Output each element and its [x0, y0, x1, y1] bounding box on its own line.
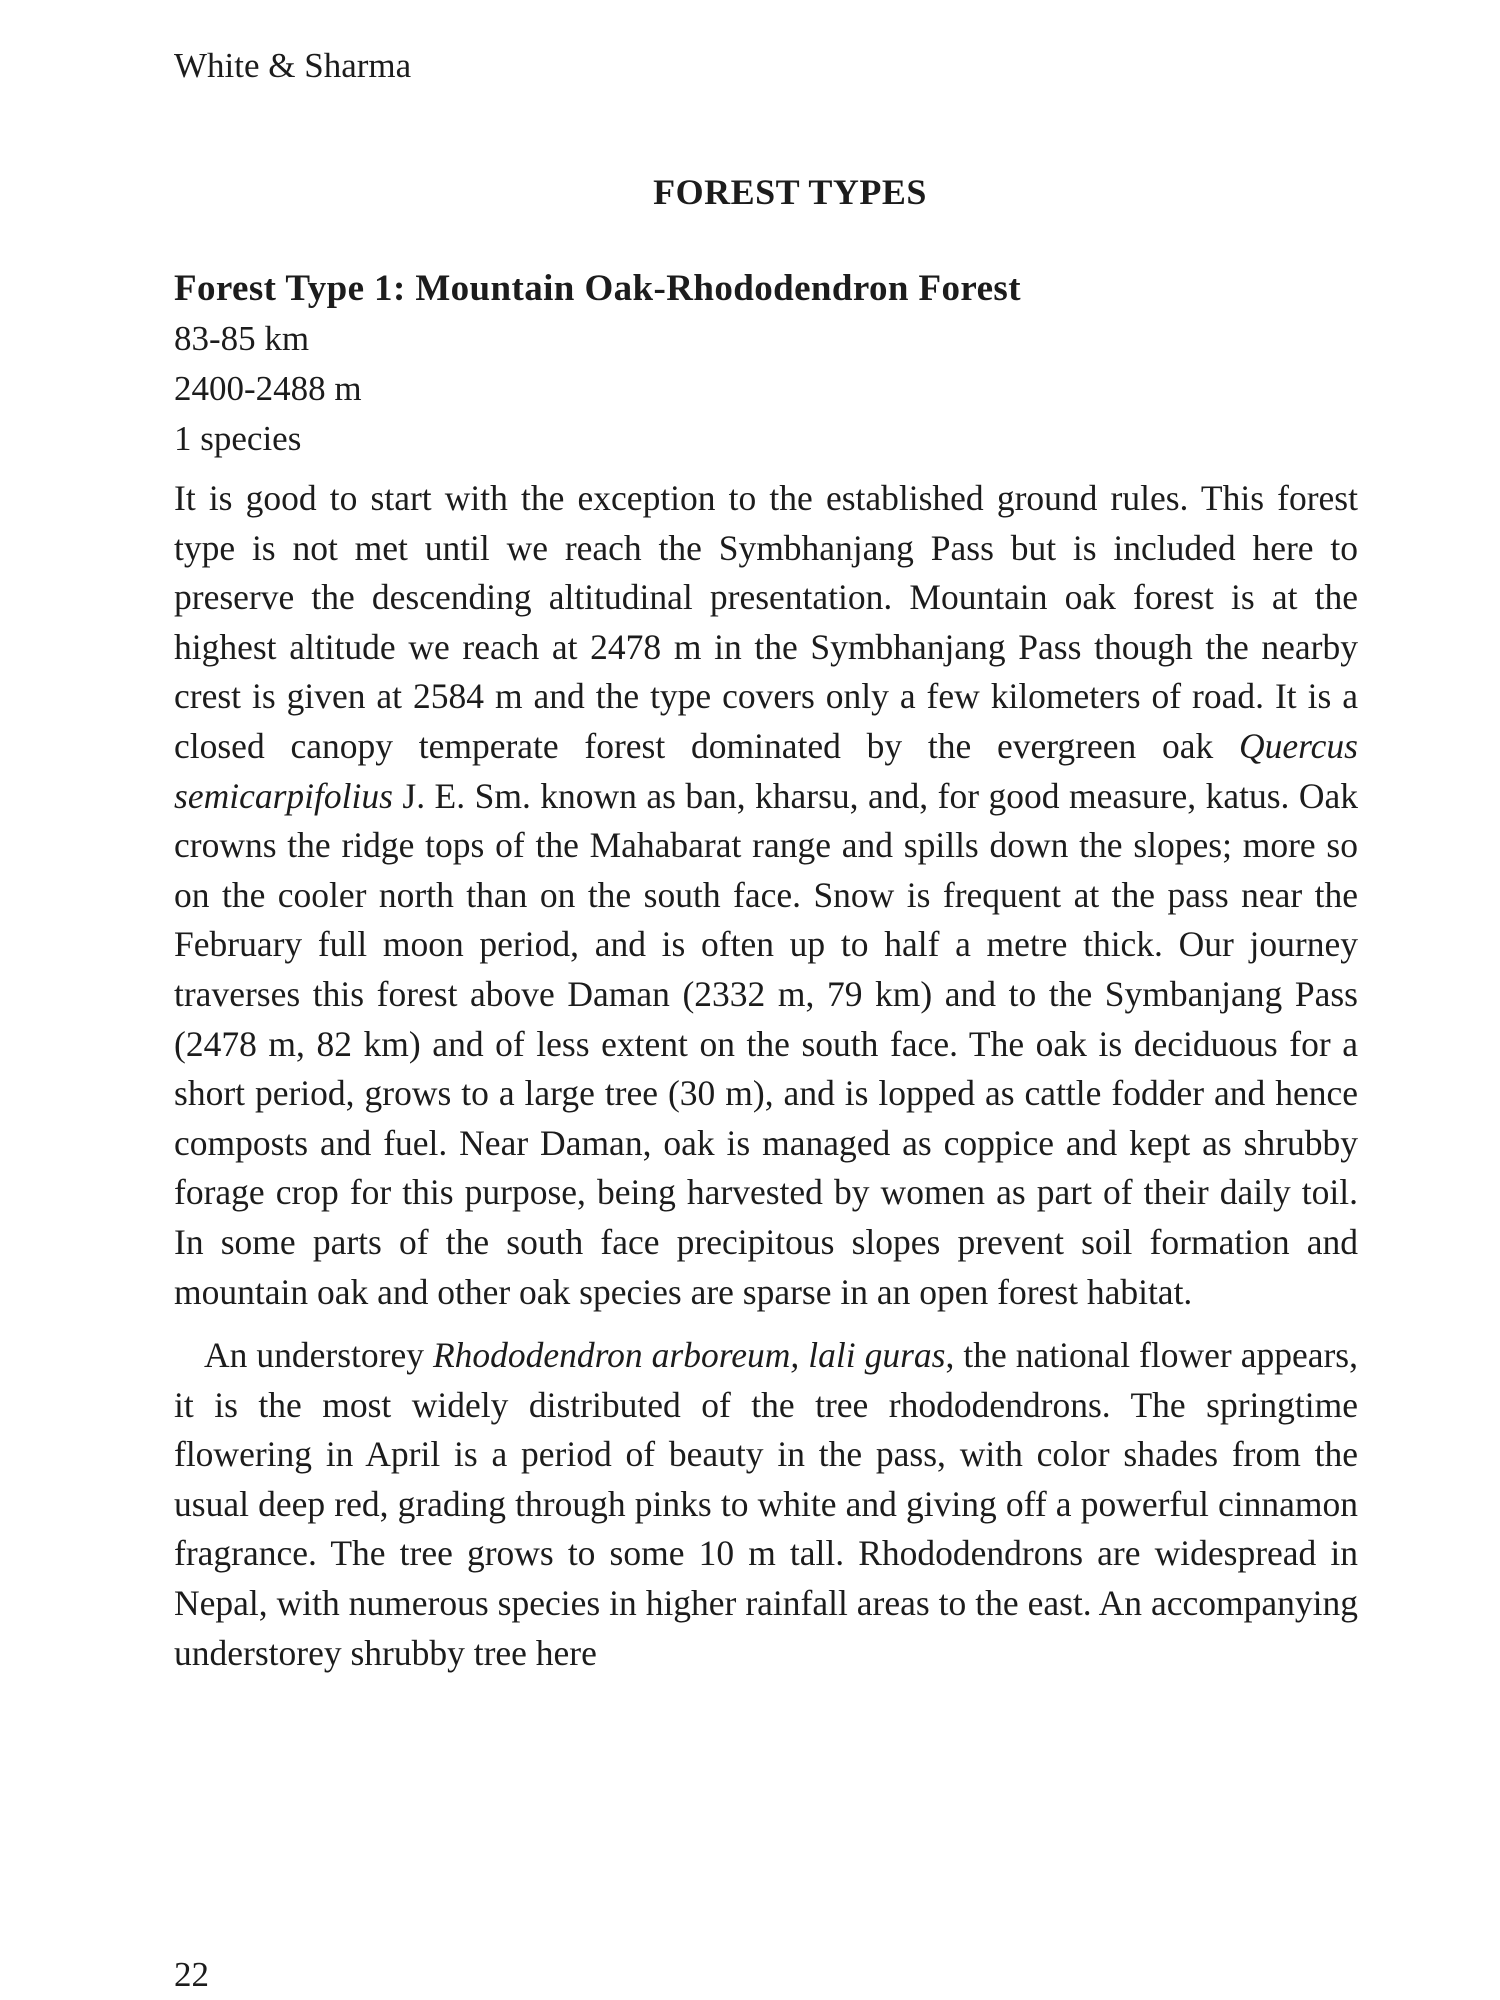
- species-name-quercus: Quercus semicarpifolius: [174, 725, 1358, 816]
- page-number: 22: [174, 1955, 209, 1994]
- altitude-range: 2400-2488 m: [174, 369, 362, 408]
- species-count: 1 species: [174, 419, 302, 458]
- section-title: FOREST TYPES: [653, 172, 927, 212]
- paragraph-2-text-a: An understorey: [204, 1335, 433, 1376]
- paragraph-rhododendron: [174, 1331, 1358, 1678]
- distance-range: 83-85 km: [174, 319, 310, 358]
- paragraph-2-text-b: , the national flower appears, it is the most widely distributed of the tree rhododendrons. The springtime flowering in April is a period of beauty in the pass, with color shades from the usual deep red, grading through pinks to white and giving off a powerful cinnamon fragrance. The tree grows to some 10 m tall. Rhododendrons are widespread in Nepal, with numerous species in higher rainfall areas to the east. An accompanying understorey shrubby tree here: [174, 1335, 1358, 1673]
- main-content: [174, 264, 1358, 1678]
- paragraph-oak-forest: [174, 474, 1358, 1317]
- paragraph-1-text-a: It is good to start with the exception to the established ground rules. This forest type is not met until we reach the Symbhanjang Pass but is included here to preserve the descending altitudinal presentation. Mountain oak forest is at the highest altitude we reach at 2478 m in the Symbhanjang Pass though the nearby crest is given at 2584 m and the type covers only a few kilometers of road. It is a closed canopy temperate forest dominated by the evergreen oak: [174, 478, 1358, 766]
- running-head: White & Sharma: [174, 46, 412, 85]
- species-name-rhododendron: Rhododendron arboreum, lali guras: [432, 1335, 946, 1376]
- forest-type-heading: Forest Type 1: Mountain Oak-Rhododendron Forest: [174, 268, 1021, 309]
- paragraph-1-text-b: J. E. Sm. known as ban, kharsu, and, for good measure, katus. Oak crowns the ridge tops of the Mahabarat range and spills down the slopes; more so on the cooler north than on the south face. Snow is frequent at the pass near the February full moon period, and is often up to half a metre thick. Our journey traverses this forest above Daman (2332 m, 79 km) and to the Symbanjang Pass (2478 m, 82 km) and of less extent on the south face. The oak is deciduous for a short period, grows to a large tree (30 m), and is lopped as cattle fodder and hence composts and fuel. Near Daman, oak is managed as coppice and kept as shrubby forage crop for this purpose, being harvested by women as part of their daily toil. In some parts of the south face precipitous slopes prevent soil formation and mountain oak and other oak species are sparse in an open forest habitat.: [174, 775, 1358, 1312]
